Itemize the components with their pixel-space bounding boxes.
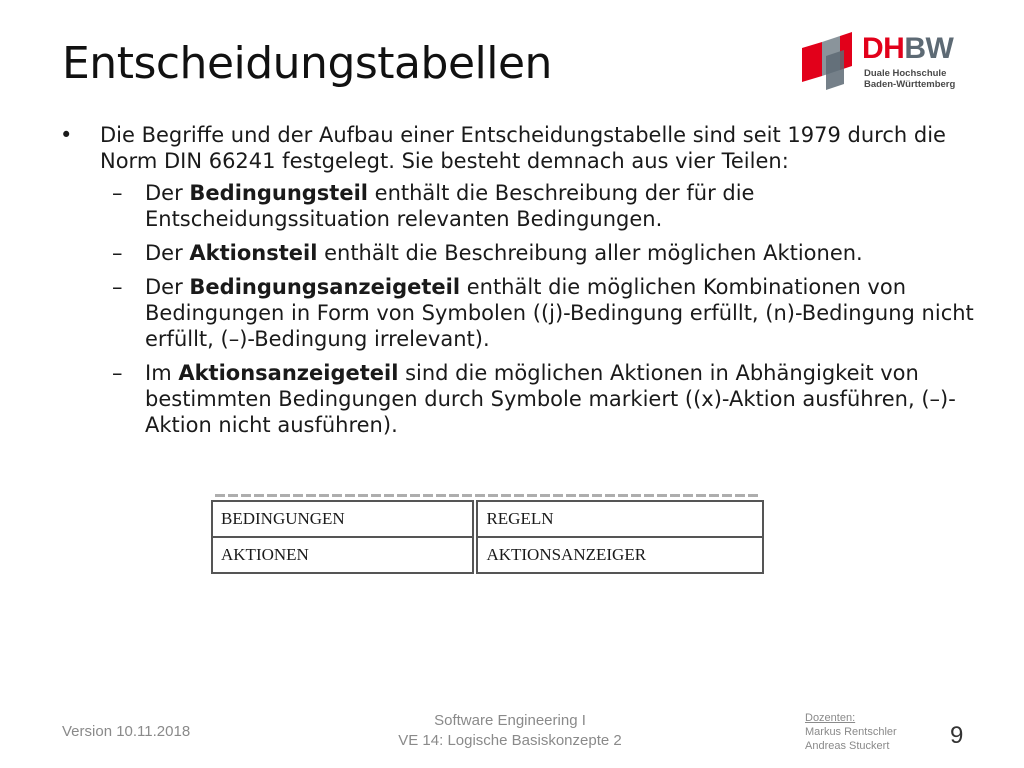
dhbw-logo	[800, 28, 970, 94]
table-cell-conditions: BEDINGUNGEN	[212, 501, 473, 537]
sub-bullet-term: Aktionsteil	[189, 241, 318, 265]
table-row	[212, 537, 763, 573]
sub-bullet-list	[60, 180, 980, 438]
sub-bullet-post: enthält die Beschreibung der für die Entscheidungssituation relevanten Bedingungen.	[145, 181, 755, 231]
sub-bullet-term: Bedingungsteil	[189, 181, 368, 205]
logo-subtitle-line1: Duale Hochschule	[864, 68, 947, 79]
footer-course	[370, 711, 650, 751]
footer-course-unit: VE 14: Logische Basiskonzepte 2	[398, 732, 622, 749]
footer-course-title: Software Engineering I	[434, 712, 586, 729]
dash-icon: –	[112, 241, 123, 265]
footer-lecturer: Andreas Stuckert	[805, 740, 890, 752]
footer-lecturers-label: Dozenten:	[805, 712, 856, 724]
sub-bullet-term: Bedingungsanzeigeteil	[189, 275, 461, 299]
logo-wordmark	[862, 34, 953, 64]
main-bullet-text: Die Begriffe und der Aufbau einer Entscheidungstabelle sind seit 1979 durch die Norm DIN 66241 festgelegt. Sie besteht demnach aus vier Teilen:	[100, 123, 946, 173]
logo-wordmark-dh: DH	[862, 32, 905, 65]
dhbw-logo-mark-icon	[800, 32, 860, 90]
table-row	[212, 501, 763, 537]
logo-subtitle-line2: Baden-Württemberg	[864, 79, 956, 90]
page-number: 9	[950, 722, 964, 749]
sub-bullet-item	[60, 240, 980, 266]
sub-bullet-post: enthält die Beschreibung aller möglichen Aktionen.	[317, 241, 863, 265]
dash-icon: –	[112, 181, 123, 205]
table-cell-rules: REGELN	[477, 501, 763, 537]
decision-table	[211, 500, 764, 574]
bullet-dot-icon: •	[60, 123, 73, 147]
main-bullet	[60, 122, 980, 174]
sub-bullet-term: Aktionsanzeigeteil	[178, 361, 399, 385]
sub-bullet-pre: Im	[145, 361, 179, 385]
footer-version: Version 10.11.2018	[62, 723, 191, 740]
sub-bullet-item	[60, 274, 980, 352]
slide-title: Entscheidungstabellen	[62, 38, 552, 89]
sub-bullet-post: enthält die möglichen Kombinationen von Bedingungen in Form von Symbolen ((j)-Bedingung erfüllt, (n)-Bedingung nicht erfüllt, (–)-Bedingung irrelevant).	[145, 275, 974, 351]
footer-lecturers	[805, 711, 897, 753]
slide-content	[60, 122, 980, 446]
figure-crop-edge	[215, 494, 760, 497]
sub-bullet-item	[60, 360, 980, 438]
sub-bullet-pre: Der	[145, 241, 190, 265]
sub-bullet-item	[60, 180, 980, 232]
decision-table-figure	[211, 494, 764, 582]
sub-bullet-post: sind die möglichen Aktionen in Abhängigkeit von bestimmten Bedingungen durch Symbole markiert ((x)-Aktion ausführen, (–)-Aktion nicht ausführen).	[145, 361, 956, 437]
footer-lecturer: Markus Rentschler	[805, 726, 897, 738]
sub-bullet-pre: Der	[145, 275, 190, 299]
table-cell-actions: AKTIONEN	[212, 537, 473, 573]
sub-bullet-pre: Der	[145, 181, 190, 205]
dash-icon: –	[112, 361, 123, 385]
dash-icon: –	[112, 275, 123, 299]
logo-subtitle	[864, 68, 955, 90]
logo-wordmark-bw: BW	[904, 32, 954, 65]
table-cell-action-indicators: AKTIONSANZEIGER	[477, 537, 763, 573]
